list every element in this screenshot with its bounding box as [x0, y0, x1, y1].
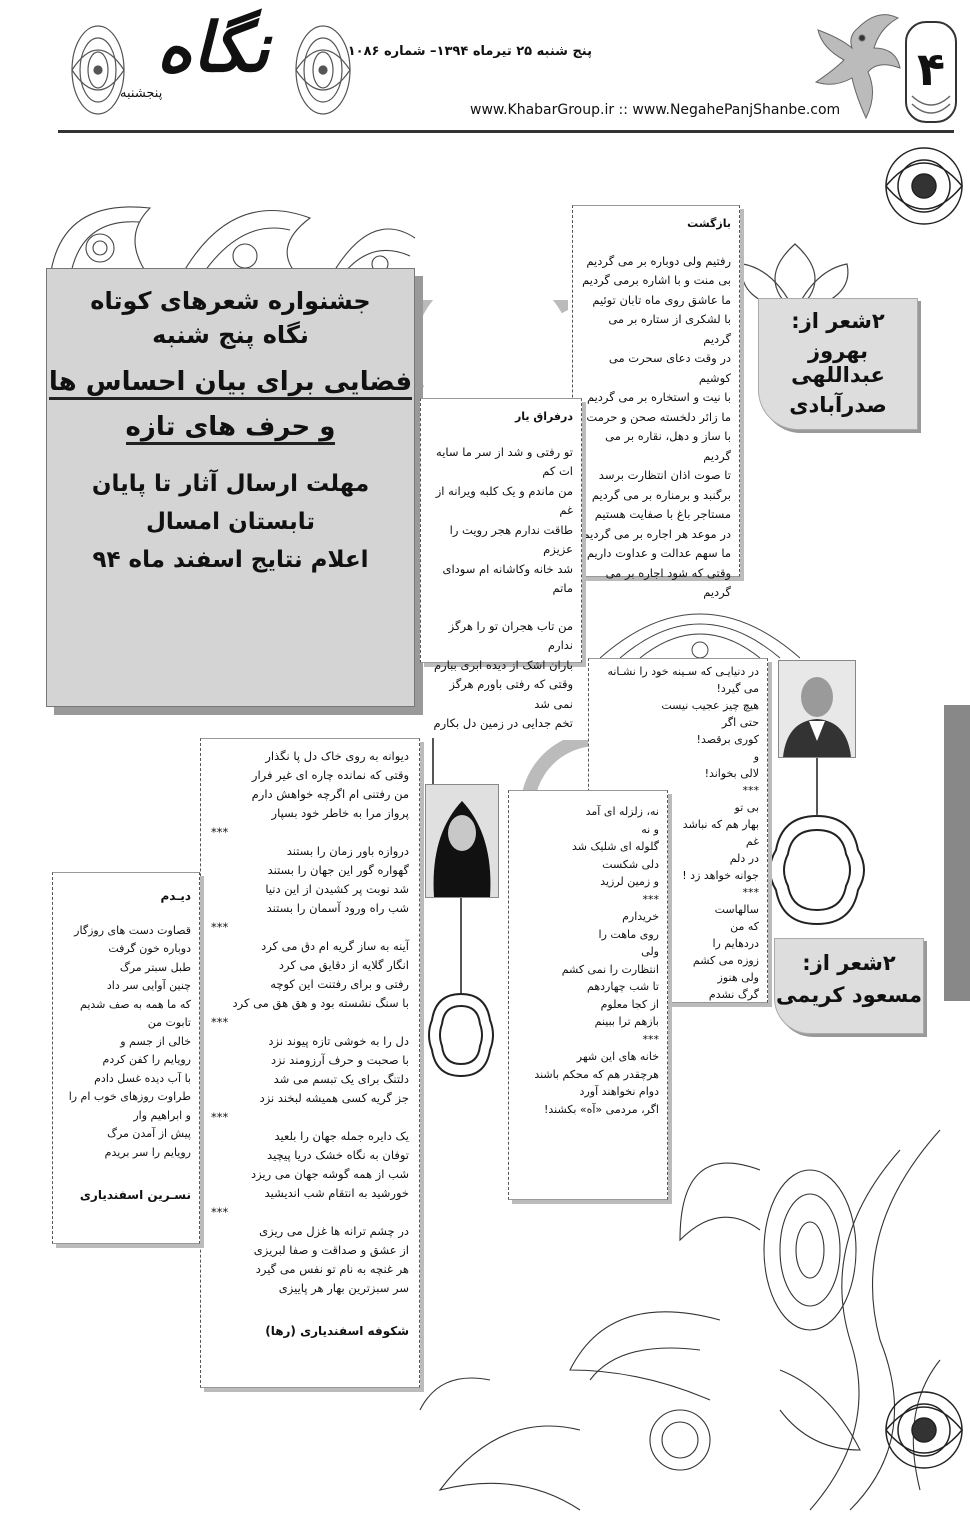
poem-karimi-2-line: اگر، مردمی «آه» بکشند! [543, 1102, 659, 1116]
stanza-separator: *** [211, 825, 229, 839]
poem-karimi-1-line: در دلم [729, 852, 759, 865]
photo-masoud-karimi [778, 660, 856, 758]
poem-dar-feragh-box [420, 398, 582, 730]
issue-date: پنج شنبه ۲۵ تیرماه ۱۳۹۴– شماره ۱۰۸۶ [347, 44, 592, 59]
grey-arc-ornament-1-icon [408, 300, 568, 390]
poem-bazgasht-line: با نیت و استخاره بر می گردیم [586, 390, 731, 404]
poem-karimi-1-line: لالی بخواند! [704, 767, 759, 780]
poem-shokoufeh-line: دروازه باور زمان را بستند [286, 844, 409, 858]
poem-dar-feragh-line: من تاب هجران تو را هرگز ندارم [448, 618, 573, 652]
poem-bazgasht-title: بازگشت [687, 217, 731, 230]
poem-karimi-2-line: ولی [641, 945, 659, 958]
festival-line5: مهلت ارسال آثار تا پایان [91, 471, 370, 497]
poem-shokoufeh-line: خورشید به انتقام شب اندیشید [264, 1186, 409, 1200]
poem-shokoufeh-box [200, 738, 420, 1388]
poem-didam-line: رویایم را کفن کردم [102, 1053, 191, 1066]
poem-didam-box [52, 872, 200, 1244]
poem-karimi-1-line: کوری برقصد! [696, 733, 759, 746]
poem-didam-signature: نسـرین اسفندیاری [79, 1188, 191, 1202]
poem-shokoufeh-line: رفتی و برای رفتنت این کوچه [270, 977, 409, 991]
poem-karimi-1-line: حتی اگر [721, 716, 759, 729]
poem-didam-line: قصاوت دست های روزگار [74, 923, 191, 937]
poem-dar-feragh-line: من ماندم و یک کلبه ویرانه از غم [435, 483, 573, 517]
poem-didam-line: خالی از جسم و [120, 1034, 191, 1048]
poem-karimi-1-line: که من [730, 920, 759, 933]
poem-karimi-2-line: دلی شکست [602, 857, 659, 871]
poem-dar-feragh-line: باران اشک از دیده ابری ببارم [433, 657, 573, 672]
page-header [0, 0, 970, 140]
poem-didam-title: دیـدم [160, 889, 191, 903]
poem-bazgasht-box [572, 205, 740, 599]
poem-didam-line: چنین آوایی سر داد [106, 979, 191, 992]
header-divider [58, 130, 954, 133]
poem-shokoufeh-line: شب راه ورود آسمان را بستند [266, 901, 409, 915]
poem-karimi-2-line: *** [642, 1032, 659, 1046]
poem-dar-feragh-line: تخم جدایی در زمین دل بکارم [433, 716, 573, 730]
poem-karimi-2-line: و زمین لرزید [600, 875, 659, 888]
poem-didam-line: و ابراهیم وار [133, 1108, 191, 1122]
poem-didam-line: دوباره خون گرفت [108, 942, 191, 955]
poem-dar-feragh-line: وقتی که رفتی باورم هرگز نمی شد [449, 677, 573, 711]
poem-bazgasht-line: با ساز و دهل، نقاره بر می گردیم [605, 429, 731, 463]
poem-shokoufeh-line: من رفتنی ام اگرچه خواهش دارم [251, 787, 409, 801]
poem-shokoufeh-line: وقتی که نمانده چاره ای غیر فرار [251, 768, 409, 782]
poem-shokoufeh-line: دیوانه به روی خاک دل پا نگذار [265, 749, 409, 763]
festival-announcement-box [46, 268, 415, 707]
poem-shokoufeh-line: با سنگ نشسته بود و هق هق می کرد [232, 996, 409, 1010]
poem-didam-line: تابوت من [147, 1016, 191, 1029]
poem-karimi-1-line: در دنیایـی که سـینه خود را نشـانه [607, 665, 759, 678]
poem-shokoufeh-line: یک دایره جمله جهان را بلعید [274, 1129, 409, 1143]
poem-shokoufeh-line: شب از همه گوشه جهان می ریزد [250, 1167, 409, 1181]
poem-didam-line: رویایم را سر بریدم [104, 1145, 191, 1159]
frame-ornament-author3-icon [426, 990, 496, 1080]
poem-shokoufeh-line: از عشق و صداقت و صفا لبریزی [253, 1243, 409, 1257]
poem-shokoufeh-line: جز گریه کسی همیشه لبخند نزد [259, 1091, 409, 1105]
poem-didam-line: طبل سبتر مرگ [119, 960, 191, 974]
poem-didam-line: با آب دیده غسل دادم [94, 1071, 191, 1085]
poem-didam-line: پیش از آمدن مرگ [107, 1127, 191, 1140]
poem-bazgasht-line: در موعد هر اجاره بر می گردیم [582, 526, 731, 541]
phoenix-ornament-icon [808, 8, 904, 126]
author2-label: ۲شعر از: [802, 951, 896, 975]
poem-karimi-2-line: روی ماهت را [598, 927, 659, 941]
poem-karimi-2-line: خانه های این شهر [576, 1050, 659, 1063]
poem-shokoufeh-line: با صحبت و حرف آرزومند نزد [270, 1053, 409, 1067]
poem-shokoufeh-line: سر سبزترین بهار هر پاییزی [278, 1281, 409, 1295]
poem-karimi-1-line: دردهایم را [712, 937, 759, 950]
poem-karimi-2-line: و نه [641, 822, 659, 836]
poem-shokoufeh-line: دلتنگ برای یک تبسم می شد [273, 1072, 409, 1086]
poem-shokoufeh-line: در چشم ترانه ها غزل می ریزی [259, 1224, 409, 1238]
poem-bazgasht-line: وقتی که شود اجاره بر می گردیم [605, 565, 731, 599]
poem-bazgasht-line: ما زائر دلخسته صحن و حرمت [586, 409, 731, 424]
poem-shokoufeh-line: توفان به نگاه خشک دریا پیچید [267, 1148, 409, 1162]
author-tag-abdollahi [758, 298, 918, 430]
poem-karimi-1-line: بی تو [734, 801, 759, 814]
poem-karimi-1-line: *** [742, 886, 759, 899]
poem-shokoufeh-line: دل را به خوشی تازه پیوند نزد [268, 1034, 409, 1048]
stanza-separator: *** [211, 920, 229, 934]
poem-karimi-2-line: تا شب چهاردهم [587, 980, 659, 993]
logo-sub: پنجشنبه [120, 86, 163, 101]
poem-karimi-2-line: از کجا معلوم [600, 997, 659, 1011]
poem-karimi-2-line: دوام نخواهند آورد [579, 1085, 659, 1098]
poem-shokoufeh-signature: شکوفه اسفندیاری (رها) [265, 1324, 409, 1338]
poem-karimi-1-line: جوانه خواهد زد ! [682, 869, 759, 882]
poem-bazgasht-line: ما عاشق روی ماه تابان توئیم [592, 292, 731, 307]
poem-bazgasht-line: رفتیم ولی دوباره بر می گردیم [586, 253, 731, 268]
poem-didam-line: که ما همه به صف شدیم [80, 997, 191, 1011]
corner-ornament-top-right-icon [880, 140, 968, 232]
page-number: ۴ [916, 42, 946, 96]
poem-karimi-2-line: خریدارم [622, 910, 659, 923]
poem-karimi-2-line: *** [642, 892, 659, 906]
connector-line-author3-top [432, 738, 434, 786]
frame-ornament-author2-icon [762, 810, 872, 930]
poem-dar-feragh-line: شد خانه وکاشانه ام سودای ماتم [442, 561, 573, 595]
poem-bazgasht-line: با لشکری از ستاره بر می گردیم [608, 312, 731, 346]
stanza-separator: *** [211, 1205, 229, 1219]
poem-dar-feragh-line: طاقت ندارم هجر رویت را عزیزم [449, 522, 573, 556]
poem-shokoufeh-line: شد نوبت پر کشیدن از این دنیا [265, 882, 409, 896]
poem-shokoufeh-line: انگار گلایه از دقایق می کرد [278, 958, 409, 972]
corner-ornament-bottom-right-icon [880, 1380, 968, 1480]
poem-didam-line: طراوت روزهای خوب ام را [68, 1090, 191, 1103]
author1-name2: صدرآبادی [789, 393, 887, 417]
photo-shokoufeh-esfandiari [425, 784, 499, 898]
portrait-woman-icon [426, 785, 498, 897]
website-urls[interactable]: www.KhabarGroup.ir :: www.NegahePanjShanbe.com [470, 102, 841, 118]
poem-bazgasht-line: مستاجر باغ با صفایت هستیم [594, 507, 731, 521]
poem-dar-feragh-line: تو رفتی و شد از سر ما سایه ات کم [436, 444, 573, 478]
logo-main: نگاه [156, 8, 270, 88]
poem-karimi-1-line: سالهاست [714, 903, 759, 916]
poem-karimi-1-line: می گیرد! [716, 682, 759, 695]
poem-karimi-2-line: نه، زلزله ای آمد [585, 805, 659, 818]
festival-line4: و حرف های تازه [126, 412, 336, 445]
author2-name: مسعود کریمی [776, 983, 922, 1007]
festival-line1: جشنواره شعرهای کوتاه [90, 287, 371, 315]
festival-line6: تابستان امسال [145, 509, 316, 535]
poem-karimi-1-line: و [753, 750, 759, 763]
festival-line7: اعلام نتایج اسفند ماه ۹۴ [92, 547, 369, 573]
festival-line2: نگاه پنج شنبه [152, 321, 309, 349]
poem-karimi-1-line: زوزه می کشم [692, 954, 759, 967]
poem-dar-feragh-title: درفراق یار [514, 410, 573, 423]
poem-karimi-1-line: بهار هم که نباشد [682, 818, 759, 831]
poem-karimi-1-line: *** [742, 784, 759, 797]
poem-bazgasht-line: ما سهم عدالت و عداوت داریم [586, 546, 731, 560]
author1-name: بهروز عبداللهی [791, 339, 885, 387]
author-tag-karimi [774, 938, 924, 1034]
author1-label: ۲شعر از: [791, 309, 885, 333]
poem-bazgasht-line: در وقت دعای سحرت می کوشیم [608, 351, 731, 385]
poem-bazgasht-line: تا صوت اذان انتظارت برسد [598, 468, 731, 482]
poem-bazgasht-line: برگنبد و برمناره بر می گردیم [591, 487, 731, 502]
floral-ornament-right-icon [292, 20, 354, 120]
poem-bazgasht-line: بی منت و با اشاره برمی گردیم [582, 273, 731, 287]
right-edge-grey-bar [944, 705, 970, 1001]
poem-karimi-1-line: غم [745, 835, 759, 848]
poem-karimi-2-line: هرچقدر هم که محکم باشند [534, 1067, 659, 1081]
poem-shokoufeh-line: آینه به ساز گریه ام دق می کرد [261, 939, 409, 953]
poem-karimi-2-line: گلوله ای شلیک شد [572, 840, 659, 853]
poem-shokoufeh-line: هر غنچه به نام تو نفس می گیرد [255, 1262, 409, 1276]
poem-karimi-2-line: بازهم ترا ببینم [594, 1015, 659, 1028]
poem-karimi-2-box [508, 790, 668, 1200]
stanza-separator: *** [211, 1110, 229, 1124]
portrait-man-icon [779, 661, 855, 757]
poem-shokoufeh-line: پرواز مرا به خاطر خود بسپار [271, 806, 409, 820]
stanza-separator: *** [211, 1015, 229, 1029]
connector-line-author3 [460, 895, 462, 993]
poem-karimi-2-line: انتظارت را نمی کشم [561, 962, 659, 976]
festival-line3: فضایی برای بیان احساس ها [49, 367, 412, 400]
poem-karimi-1-line: گرگ نشدم [708, 988, 759, 1001]
poem-shokoufeh-line: گهواره گور این جهان را بستند [267, 863, 409, 877]
poem-karimi-1-line: ولی هنوز [717, 971, 759, 984]
poem-karimi-1-line: هیچ چیز عجیب نیست [661, 699, 759, 712]
